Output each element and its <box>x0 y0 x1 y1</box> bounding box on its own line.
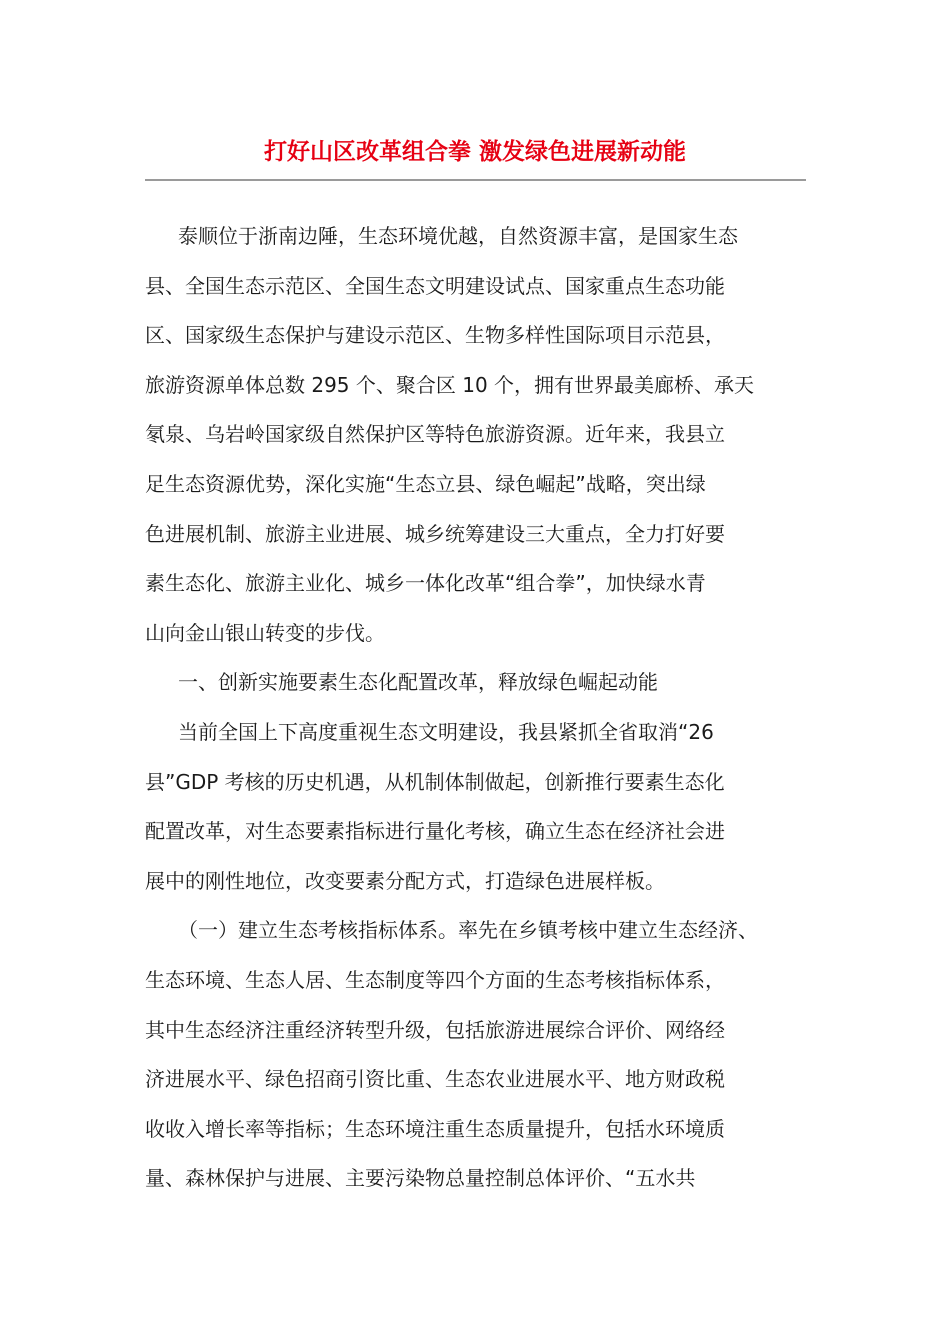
body-line: 县”GDP 考核的历史机遇，从机制体制做起，创新推行要素生态化 <box>145 769 725 794</box>
body-line: 配置改革，对生态要素指标进行量化考核，确立生态在经济社会进 <box>145 819 725 844</box>
body-line: 展中的刚性地位，改变要素分配方式，打造绿色进展样板。 <box>145 868 665 893</box>
body-line: 收收入增长率等指标；生态环境注重生态质量提升，包括水环境质 <box>145 1116 725 1141</box>
body-line: 区、国家级生态保护与建设示范区、生物多样性国际项目示范县， <box>145 323 725 348</box>
body-line: 旅游资源单体总数 295 个、聚合区 10 个，拥有世界最美廊桥、承天 <box>145 372 755 397</box>
body-line: 县、全国生态示范区、全国生态文明建设试点、国家重点生态功能 <box>145 273 725 298</box>
body-line: 色进展机制、旅游主业进展、城乡统筹建设三大重点，全力打好要 <box>145 521 725 546</box>
body-line: 足生态资源优势，深化实施“生态立县、绿色崛起”战略，突出绿 <box>145 471 706 496</box>
body-line: 素生态化、旅游主业化、城乡一体化改革“组合拳”，加快绿水青 <box>145 571 706 596</box>
body-line: 氡泉、乌岩岭国家级自然保护区等特色旅游资源。近年来，我县立 <box>145 422 725 447</box>
body-line: 山向金山银山转变的步伐。 <box>145 620 385 645</box>
body-line: 量、森林保护与进展、主要污染物总量控制总体评价、“五水共 <box>145 1166 696 1191</box>
body-line: 济进展水平、绿色招商引资比重、生态农业进展水平、地方财政税 <box>145 1067 725 1092</box>
document-body <box>145 212 815 1204</box>
title-divider <box>145 179 806 181</box>
document-title: 打好山区改革组合拳 激发绿色进展新动能 <box>263 139 686 165</box>
section-heading: 一、创新实施要素生态化配置改革，释放绿色崛起动能 <box>178 670 658 695</box>
body-line: 其中生态经济注重经济转型升级，包括旅游进展综合评价、网络经 <box>145 1017 725 1042</box>
body-line: 当前全国上下高度重视生态文明建设，我县紧抓全省取消“26 <box>178 719 714 744</box>
subsection-line: （一）建立生态考核指标体系。率先在乡镇考核中建立生态经济、 <box>178 918 758 943</box>
body-line: 泰顺位于浙南边陲，生态环境优越，自然资源丰富，是国家生态 <box>178 224 738 248</box>
body-line: 生态环境、生态人居、生态制度等四个方面的生态考核指标体系， <box>145 967 725 992</box>
